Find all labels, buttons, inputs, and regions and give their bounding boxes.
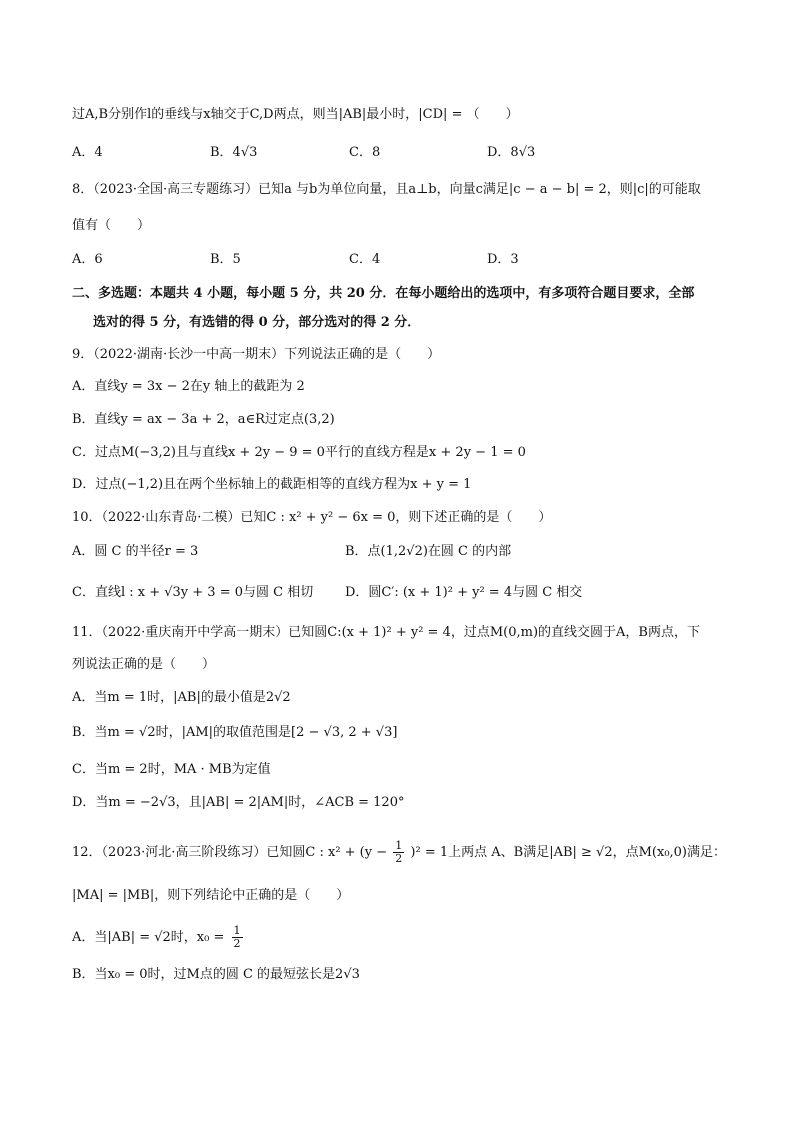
q10-option-b: B．点(1,2√2)在圆 C 的内部 [345, 544, 512, 559]
q12-line-1-post: )² = 1上两点 A、B满足|AB| ≥ √2，点M(x₀,0)满足： [410, 845, 727, 860]
q8-line-2: 值有（ ） [72, 218, 151, 233]
q11-option-a: A．当m = 1时，|AB|的最小值是2√2 [72, 690, 291, 705]
q9-option-b: B．直线y = ax − 3a + 2，a∈R过定点(3,2) [72, 412, 335, 427]
q12-option-a-text: A．当|AB| = √2时，x₀ = [72, 930, 225, 945]
q8-option-c: C．4 [349, 252, 381, 267]
q11-option-c: C．当m = 2时，MA · MB为定值 [72, 762, 271, 777]
q12-option-a [72, 925, 243, 950]
q9-stem: 9．（2022·湖南·长沙一中高一期末）下列说法正确的是（ ） [72, 347, 441, 362]
section-2-heading-line-1: 二、多选题：本题共 4 小题，每小题 5 分，共 20 分．在每小题给出的选项中，有多项符合题目要求，全部 [72, 286, 695, 301]
q9-option-c: C．过点M(−3,2)且与直线x + 2y − 9 = 0平行的直线方程是x + 2y − 1 = 0 [72, 445, 526, 460]
q9-option-d: D．过点(−1,2)且在两个坐标轴上的截距相等的直线方程为x + y = 1 [72, 477, 472, 492]
q8-option-d: D．3 [487, 252, 519, 267]
q7-option-d: D．8√3 [487, 145, 536, 160]
q7-option-c: C．8 [349, 145, 381, 160]
q10-option-c: C．直线l : x + √3y + 3 = 0与圆 C 相切 [72, 585, 314, 600]
q12-option-a-fraction [232, 925, 243, 950]
q8-option-a: A．6 [72, 252, 103, 267]
q12-fraction [393, 840, 404, 865]
q12-option-b: B．当x₀ = 0时，过M点的圆 C 的最短弦长是2√3 [72, 967, 360, 982]
q12-line-2: |MA| = |MB|，则下列结论中正确的是（ ） [72, 888, 350, 903]
q8-line-1: 8．（2023·全国·高三专题练习）已知a 与b为单位向量，且a⊥b，向量c满足|c − a − b| = 2，则|c|的可能取 [72, 182, 701, 197]
q11-line-2: 列说法正确的是（ ） [72, 657, 216, 672]
q12-fraction-numerator: 1 [395, 839, 403, 852]
q10-option-a: A．圆 C 的半径r = 3 [72, 544, 199, 559]
q10-option-d: D．圆C′: (x + 1)² + y² = 4与圆 C 相交 [345, 585, 583, 600]
q11-option-b: B．当m = √2时，|AM|的取值范围是[2 − √3, 2 + √3] [72, 725, 398, 740]
section-2-heading-line-2: 选对的得 5 分，有选错的得 0 分，部分选对的得 2 分． [93, 315, 421, 330]
q7-option-b: B．4√3 [210, 145, 258, 160]
q12-fraction-denominator: 2 [395, 852, 403, 865]
q8-option-b: B．5 [210, 252, 241, 267]
q7-option-a: A．4 [72, 145, 103, 160]
q12-line-1 [72, 840, 726, 865]
q10-stem: 10．（2022·山东青岛·二模）已知C : x² + y² − 6x = 0，则下述正确的是（ ） [72, 510, 552, 525]
q12-option-a-fraction-numerator: 1 [233, 924, 241, 937]
q11-line-1: 11．（2022·重庆南开中学高一期末）已知圆C:(x + 1)² + y² = 4，过点M(0,m)的直线交圆于A，B两点，下 [72, 625, 700, 640]
q7-stem-tail: 过A,B分别作l的垂线与x轴交于C,D两点，则当|AB|最小时，|CD| = （ ） [72, 107, 519, 122]
q12-option-a-fraction-denominator: 2 [233, 937, 241, 950]
q12-line-1-pre: 12．（2023·河北·高三阶段练习）已知圆C : x² + (y − [72, 845, 388, 860]
q9-option-a: A．直线y = 3x − 2在y 轴上的截距为 2 [72, 379, 305, 394]
q11-option-d: D．当m = −2√3，且|AB| = 2|AM|时，∠ACB = 120° [72, 795, 405, 810]
